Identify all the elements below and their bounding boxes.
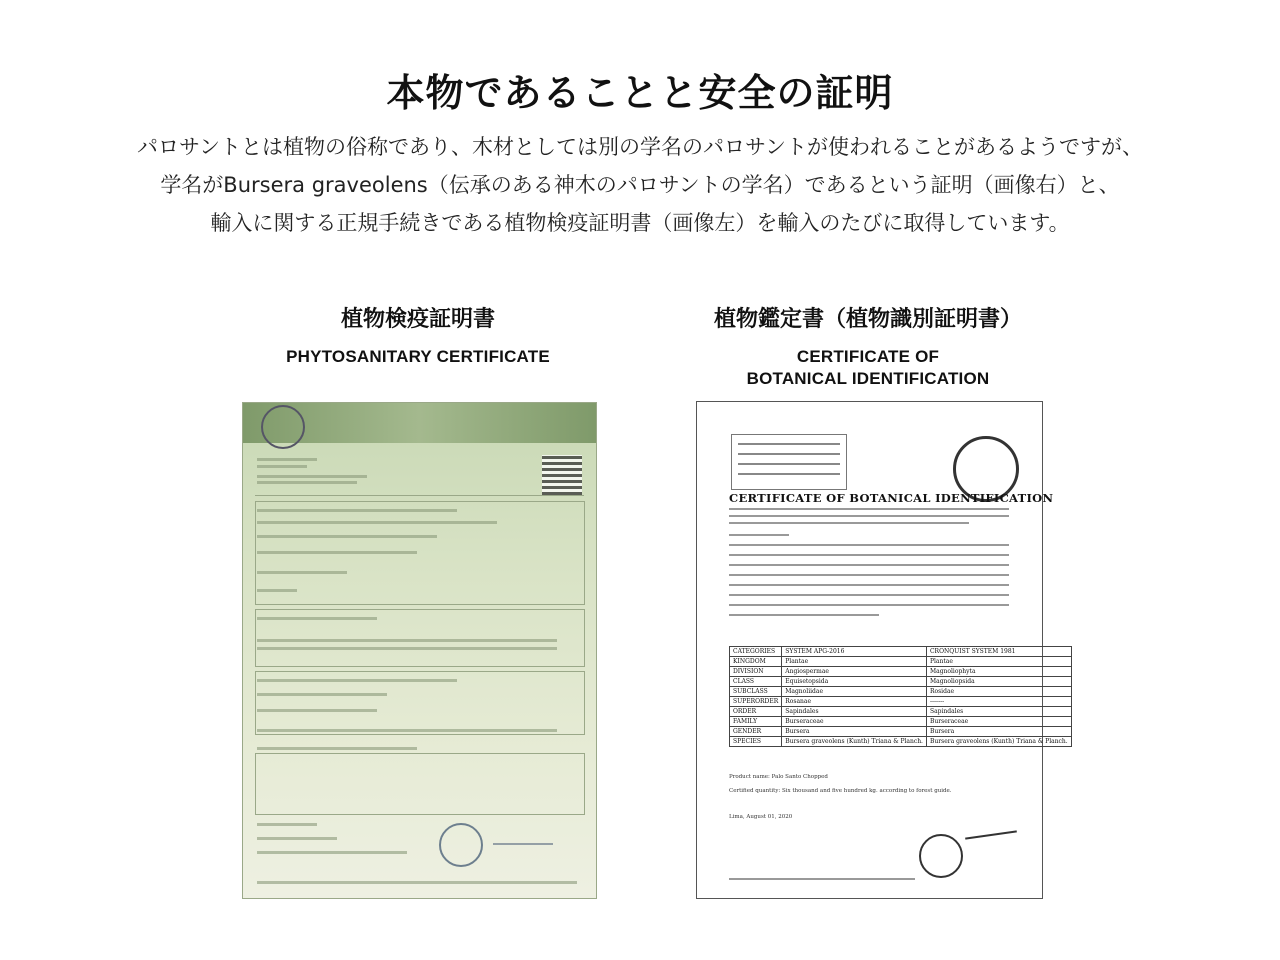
table-header-row — [730, 647, 1072, 657]
intro-text — [0, 128, 1280, 242]
text-line — [257, 521, 497, 524]
left-heading — [218, 302, 618, 367]
phytosanitary-certificate-image — [242, 402, 597, 899]
text-line — [257, 729, 557, 732]
table-cell: Bursera — [782, 727, 927, 737]
right-heading-en-2: BOTANICAL IDENTIFICATION — [746, 369, 990, 388]
certificate-date: Lima, August 01, 2020 — [729, 814, 793, 820]
left-heading-jp: 植物検疫証明書 — [340, 307, 495, 332]
table-row — [730, 727, 1072, 737]
product-name: Product name: Palo Santo Chopped — [729, 774, 828, 780]
certified-quantity: Certified quantity: Six thousand and five hundred kg. according to forest guide. — [729, 788, 952, 794]
text-line — [257, 571, 347, 574]
table-cell: ORDER — [730, 707, 782, 717]
address-line — [729, 878, 915, 880]
official-seal-icon — [439, 823, 483, 867]
table-cell: SPECIES — [730, 737, 782, 747]
table-cell: Magnoliophyta — [926, 667, 1071, 677]
table-cell: CATEGORIES — [730, 647, 782, 657]
text-line — [257, 551, 417, 554]
table-row — [730, 737, 1072, 747]
text-line — [257, 481, 357, 484]
text-line — [257, 747, 417, 750]
table-cell: Bursera graveolens (Kunth) Triana & Planch. — [782, 737, 927, 747]
coat-of-arms-icon — [261, 405, 305, 449]
table-cell: Burseraceae — [926, 717, 1071, 727]
text-line — [257, 465, 307, 468]
table-row — [730, 677, 1072, 687]
right-heading-jp: 植物鑑定書（植物識別証明書） — [713, 307, 1022, 332]
right-heading-en-1: CERTIFICATE OF — [796, 347, 940, 366]
text-line — [257, 647, 557, 650]
table-cell: Bursera — [926, 727, 1071, 737]
intro-line: 学名がBursera graveolens（伝承のある神木のパロサントの学名）であるという証明（画像右）と、 — [160, 173, 1120, 197]
signature — [965, 830, 1017, 839]
table-cell: GENDER — [730, 727, 782, 737]
intro-line: 輸入に関する正規手続きである植物検疫証明書（画像左）を輸入のたびに取得しています。 — [210, 211, 1070, 235]
table-cell: Sapindales — [926, 707, 1071, 717]
text-line — [257, 709, 377, 712]
qr-code-icon — [542, 455, 582, 495]
table-cell: CLASS — [730, 677, 782, 687]
table-cell: Magnoliopsida — [926, 677, 1071, 687]
right-heading — [668, 302, 1068, 389]
form-box — [255, 753, 585, 815]
botanical-identification-certificate-image — [696, 401, 1068, 899]
table-cell: SUPERORDER — [730, 697, 782, 707]
table-row — [730, 687, 1072, 697]
text-line — [257, 475, 367, 478]
table-cell: KINGDOM — [730, 657, 782, 667]
table-cell: Equisetopsida — [782, 677, 927, 687]
table-cell: Plantae — [926, 657, 1071, 667]
table-row — [730, 707, 1072, 717]
table-cell: Rosidae — [926, 687, 1071, 697]
table-row — [730, 697, 1072, 707]
table-cell: FAMILY — [730, 717, 782, 727]
text-line — [257, 837, 337, 840]
left-heading-en: PHYTOSANITARY CERTIFICATE — [286, 347, 550, 366]
table-cell: Bursera graveolens (Kunth) Triana & Planch. — [926, 737, 1071, 747]
divider — [255, 495, 584, 496]
intro-line: パロサントとは植物の俗称であり、木材としては別の学名のパロサントが使われることがあるようですが、 — [137, 135, 1143, 159]
table-cell: SUBCLASS — [730, 687, 782, 697]
text-line — [257, 458, 317, 461]
table-cell: Plantae — [782, 657, 927, 667]
table-cell: Sapindales — [782, 707, 927, 717]
text-line — [257, 617, 377, 620]
table-cell: ------- — [926, 697, 1071, 707]
text-line — [257, 823, 317, 826]
page-title: 本物であることと安全の証明 — [386, 71, 894, 115]
text-line — [257, 535, 437, 538]
table-cell: SYSTEM APG-2016 — [782, 647, 927, 657]
text-line — [257, 693, 387, 696]
document-title: CERTIFICATE OF BOTANICAL IDENTIFICATION — [729, 491, 1054, 505]
table-row — [730, 667, 1072, 677]
consultant-stamp — [731, 434, 847, 490]
table-cell: DIVISION — [730, 667, 782, 677]
table-cell: Magnoliidae — [782, 687, 927, 697]
text-line — [257, 509, 457, 512]
biologist-stamp-icon — [919, 834, 963, 878]
table-cell: Burseraceae — [782, 717, 927, 727]
text-line — [257, 851, 407, 854]
table-cell: Angiospermae — [782, 667, 927, 677]
table-row — [730, 717, 1072, 727]
text-line — [257, 679, 457, 682]
table-cell: CRONQUIST SYSTEM 1981 — [926, 647, 1071, 657]
taxonomy-table — [729, 646, 1072, 747]
text-line — [257, 639, 557, 642]
signature — [493, 843, 553, 845]
text-line — [257, 589, 297, 592]
text-line — [257, 881, 577, 884]
table-row — [730, 657, 1072, 667]
table-cell: Rosanae — [782, 697, 927, 707]
